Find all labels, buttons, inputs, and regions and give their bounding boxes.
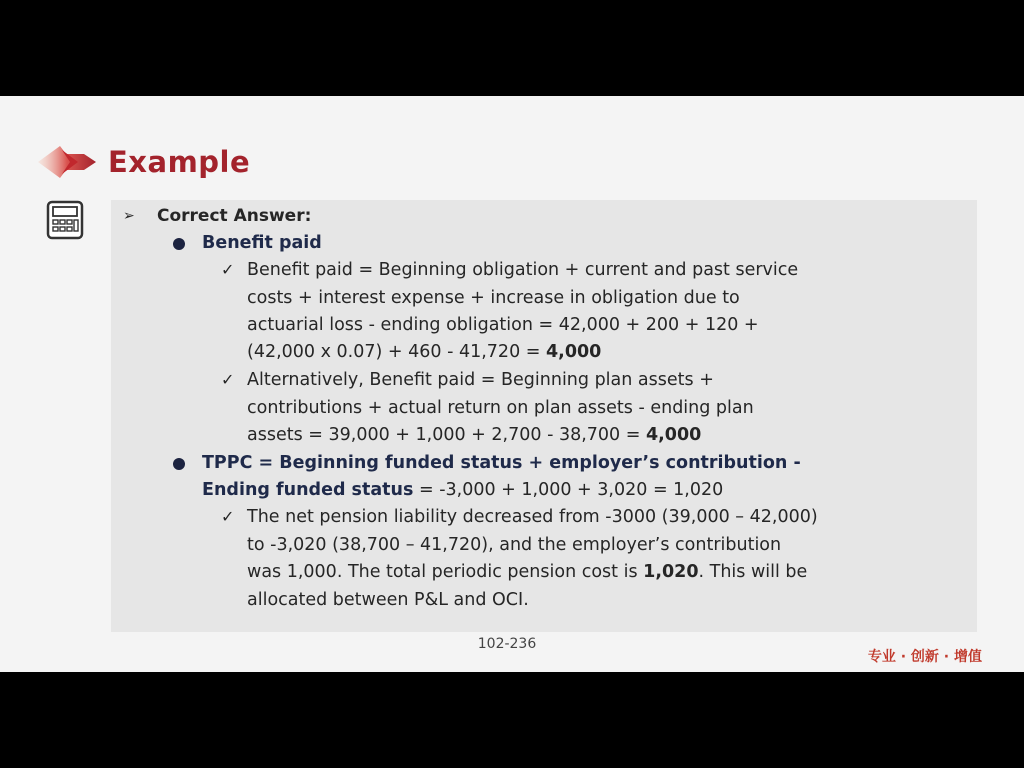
s1-item1-line2: costs + interest expense + increase in obligation due to (247, 288, 740, 308)
section2-line2-rest: = -3,000 + 1,000 + 3,020 = 1,020 (413, 480, 724, 500)
dot-bullet-icon (173, 238, 185, 250)
s2-item1-line1: The net pension liability decreased from -3000 (39,000 – 42,000) (247, 507, 818, 527)
s2-item1-result: 1,020 (643, 562, 699, 582)
page-number: 102-236 (477, 636, 537, 652)
check-bullet-icon: ✓ (221, 370, 235, 389)
title-row (36, 140, 250, 184)
s1-item2-line3-text: assets = 39,000 + 1,000 + 2,700 - 38,700 = (247, 425, 646, 445)
s2-item1-line2: to -3,020 (38,700 – 41,720), and the employer’s contribution (247, 535, 782, 555)
s1-item1-line3: actuarial loss - ending obligation = 42,000 + 200 + 120 + (247, 315, 759, 335)
s2-item1-line4: allocated between P&L and OCI. (247, 590, 529, 610)
s1-item2-line3 (247, 423, 701, 447)
dot-bullet-icon (173, 458, 185, 470)
red-arrow-icon (36, 140, 98, 184)
arrow-bullet-icon: ➢ (123, 208, 135, 224)
s2-item1-line3-text: was 1,000. The total periodic pension cost is (247, 562, 644, 582)
content-box (111, 200, 977, 632)
s1-item2-line2: contributions + actual return on plan assets - ending plan (247, 398, 754, 418)
section1-label: Benefit paid (202, 233, 322, 253)
calculator-icon (46, 200, 84, 240)
answer-body (111, 200, 977, 632)
s1-item2-line1: Alternatively, Benefit paid = Beginning plan assets + (247, 370, 714, 390)
s1-item1-line4-text: (42,000 x 0.07) + 460 - 41,720 = (247, 342, 546, 362)
check-bullet-icon: ✓ (221, 507, 235, 526)
slide (0, 96, 1024, 672)
answer-heading: Correct Answer: (157, 206, 312, 226)
s2-item1-line3-end: . This will be (698, 562, 808, 582)
section2-line2-bold: Ending funded status (202, 480, 414, 500)
check-bullet-icon: ✓ (221, 260, 235, 279)
s1-item1-result: 4,000 (546, 342, 602, 362)
s1-item1-line4 (247, 340, 601, 364)
section2-line1: TPPC = Beginning funded status + employer’s contribution - (202, 453, 801, 473)
s1-item2-result: 4,000 (645, 425, 702, 445)
section2-line2 (202, 478, 723, 502)
s2-item1-line3 (247, 560, 807, 584)
footer-slogan: 专业 · 创新 · 增值 (867, 649, 982, 665)
slide-title: Example (108, 145, 251, 179)
s1-item1-line1: Benefit paid = Beginning obligation + current and past service (247, 260, 799, 280)
